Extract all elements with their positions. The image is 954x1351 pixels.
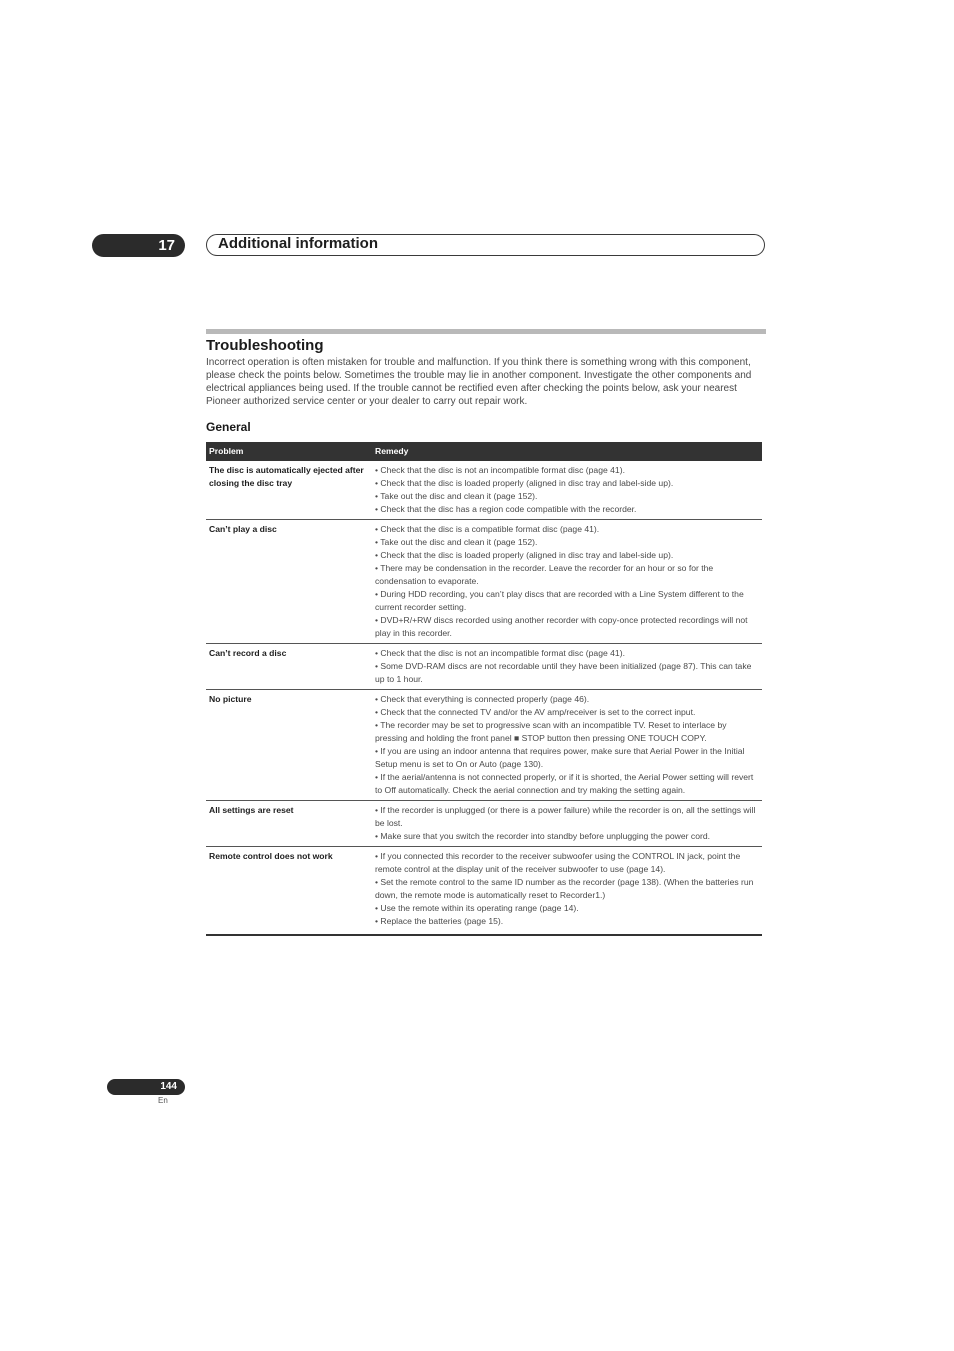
table-row	[206, 461, 762, 520]
remedy-item: • Check that the disc is not an incompatible format disc (page 41).	[375, 465, 625, 475]
problem-cell: No picture	[206, 690, 372, 801]
table-row	[206, 644, 762, 690]
chapter-title: Additional information	[218, 235, 378, 252]
remedy-cell	[372, 644, 762, 690]
remedy-item: • Some DVD-RAM discs are not recordable until they have been initialized (page 87). This can take up to 1 hour.	[375, 661, 752, 684]
remedy-item: • During HDD recording, you can’t play discs that are recorded with a Line System different to the current recorder setting.	[375, 589, 744, 612]
remedy-item: • Check that the disc is loaded properly (aligned in disc tray and label-side up).	[375, 550, 674, 560]
table-row	[206, 690, 762, 801]
page-number-badge	[107, 1079, 185, 1095]
remedy-cell	[372, 520, 762, 644]
page-number: 144	[160, 1081, 177, 1092]
section-intro: Incorrect operation is often mistaken for trouble and malfunction. If you think there is something wrong with this component, please check the points below. Sometimes the trouble may lie in another component. Investigate the other components and electrical appliances being used. If the trouble cannot be rectified even after checking the points below, ask your nearest Pioneer authorized service center or your dealer to carry out repair work.	[206, 357, 752, 407]
remedy-item: • Check that the disc is a compatible format disc (page 41).	[375, 524, 600, 534]
chapter-header	[206, 234, 765, 256]
column-header-remedy: Remedy	[372, 442, 762, 461]
remedy-cell	[372, 690, 762, 801]
remedy-item: • Take out the disc and clean it (page 152).	[375, 491, 538, 501]
remedy-item: • If you connected this recorder to the receiver subwoofer using the CONTROL IN jack, point the remote control at the display unit of the receiver subwoofer to use (page 14).	[375, 851, 741, 874]
problem-cell: Can’t play a disc	[206, 520, 372, 644]
section-title: Troubleshooting	[206, 337, 324, 354]
remedy-item: • Replace the batteries (page 15).	[375, 916, 504, 926]
chapter-number: 17	[158, 237, 175, 254]
remedy-item: • Set the remote control to the same ID number as the recorder (page 138). (When the batteries run down, the remote mode is automatically reset to Recorder1.)	[375, 877, 754, 900]
table-header-row	[206, 442, 762, 461]
remedy-item: • Check that the disc is not an incompatible format disc (page 41).	[375, 648, 625, 658]
remedy-item: • Check that the disc is loaded properly (aligned in disc tray and label-side up).	[375, 478, 674, 488]
remedy-cell	[372, 847, 762, 936]
chapter-number-badge	[92, 234, 185, 257]
subsection-title: General	[206, 420, 251, 434]
remedy-item: • If you are using an indoor antenna that requires power, make sure that Aerial Power in the Initial Setup menu is set to On or Auto (page 130).	[375, 746, 745, 769]
remedy-item: • Check that the disc has a region code compatible with the recorder.	[375, 504, 637, 514]
column-header-problem: Problem	[206, 442, 372, 461]
remedy-item: • Check that everything is connected properly (page 46).	[375, 694, 590, 704]
problem-cell: Can’t record a disc	[206, 644, 372, 690]
problem-cell: The disc is automatically ejected after closing the disc tray	[206, 461, 372, 520]
remedy-item: • If the aerial/antenna is not connected properly, or if it is shorted, the Aerial Power setting will revert to Off automatically. Check the aerial connection and try making the setting again.	[375, 772, 754, 795]
remedy-item: • There may be condensation in the recorder. Leave the recorder for an hour or so for the condensation to evaporate.	[375, 563, 714, 586]
troubleshooting-table	[206, 442, 762, 936]
remedy-item: • Make sure that you switch the recorder into standby before unplugging the power cord.	[375, 831, 711, 841]
remedy-item: • The recorder may be set to progressive scan with an incompatible TV. Reset to interlace by pressing and holding the front panel ■ STOP button then pressing ONE TOUCH COPY.	[375, 720, 727, 743]
language-code: En	[158, 1096, 168, 1105]
remedy-item: • If the recorder is unplugged (or there is a power failure) while the recorder is on, all the settings will be lost.	[375, 805, 756, 828]
remedy-cell	[372, 461, 762, 520]
problem-cell: All settings are reset	[206, 801, 372, 847]
table-row	[206, 801, 762, 847]
remedy-item: • DVD+R/+RW discs recorded using another recorder with copy-once protected recordings will not play in this recorder.	[375, 615, 748, 638]
table-row	[206, 847, 762, 936]
section-divider	[206, 329, 766, 334]
remedy-cell	[372, 801, 762, 847]
problem-cell: Remote control does not work	[206, 847, 372, 936]
remedy-item: • Check that the connected TV and/or the AV amp/receiver is set to the correct input.	[375, 707, 696, 717]
table-row	[206, 520, 762, 644]
remedy-item: • Take out the disc and clean it (page 152).	[375, 537, 538, 547]
remedy-item: • Use the remote within its operating range (page 14).	[375, 903, 579, 913]
